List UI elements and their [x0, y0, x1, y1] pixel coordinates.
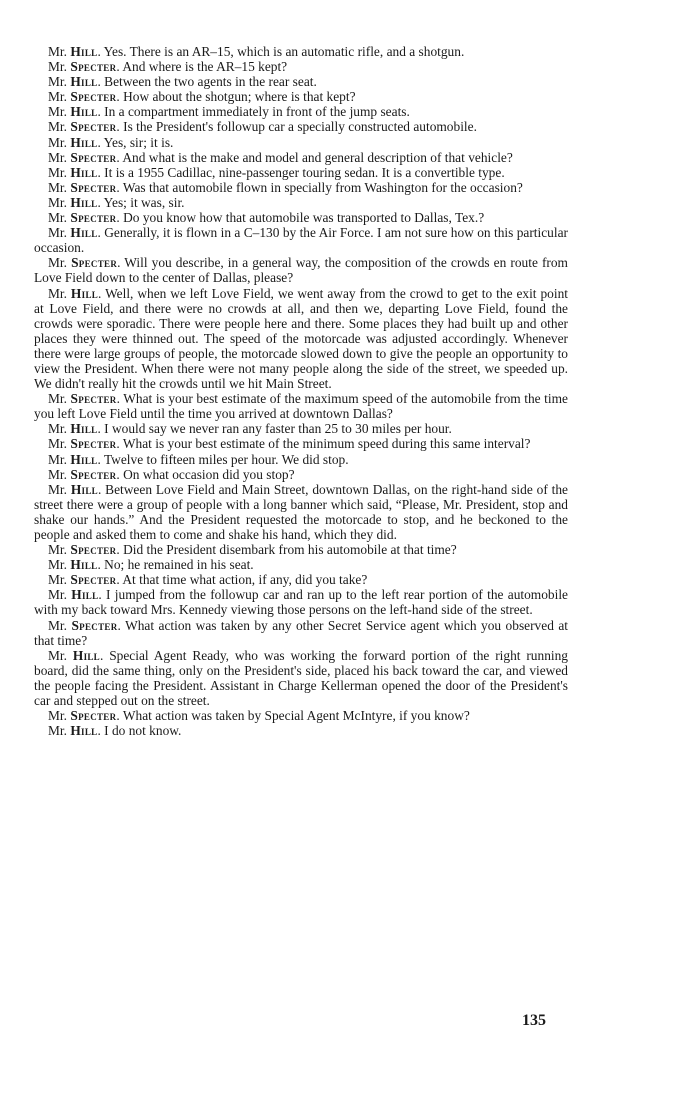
- speaker-name: Specter: [70, 466, 117, 482]
- testimony-paragraph: Mr. Specter. What is your best estimate of the maximum speed of the automobile from the time you left Love Field until the time you arrived at downtown Dallas?: [34, 391, 568, 422]
- testimony-paragraph: Mr. Specter. What action was taken by any other Secret Service agent which you observed at that time?: [34, 617, 568, 648]
- speaker-honorific: Mr.: [48, 74, 67, 90]
- speaker-name: Hill: [70, 723, 98, 739]
- speech-text: What action was taken by any other Secret Service agent which you observed at that time?: [34, 617, 568, 648]
- speaker-name: Hill: [70, 194, 98, 210]
- speaker-name: Hill: [70, 225, 98, 241]
- speaker-honorific: Mr.: [48, 179, 67, 195]
- speaker-name: Specter: [70, 572, 117, 588]
- speech-text: How about the shotgun; where is that kept?: [123, 89, 356, 105]
- testimony-paragraph: Mr. Specter. Is the President's followup car a specially constructed automobile.: [48, 119, 477, 135]
- speech-text: Yes; it was, sir.: [103, 194, 185, 210]
- speaker-honorific: Mr.: [48, 194, 67, 210]
- speech-text: Generally, it is flown in a C–130 by the Air Force. I am not sure how on this particular occasion.: [34, 225, 568, 256]
- testimony-paragraph: Mr. Hill. It is a 1955 Cadillac, nine-passenger touring sedan. It is a convertible type.: [48, 164, 505, 180]
- speaker-name: Specter: [71, 617, 118, 633]
- speaker-honorific: Mr.: [48, 119, 67, 135]
- speech-text: Will you describe, in a general way, the composition of the crowds en route from Love Field down to the center of Dallas, please?: [34, 255, 568, 286]
- speaker-honorific: Mr.: [48, 617, 67, 633]
- speech-text: On what occasion did you stop?: [123, 466, 295, 482]
- speaker-honorific: Mr.: [48, 542, 67, 558]
- speaker-honorific: Mr.: [48, 708, 67, 724]
- speech-text: Yes. There is an AR–15, which is an automatic rifle, and a shotgun.: [103, 44, 465, 59]
- speech-text: Was that automobile flown in specially from Washington for the occasion?: [122, 179, 523, 195]
- speaker-name: Specter: [70, 179, 117, 195]
- speaker-name: Hill: [70, 74, 98, 90]
- speech-text: And what is the make and model and general description of that vehicle?: [122, 149, 513, 165]
- testimony-paragraph: Mr. Hill. I jumped from the followup car and ran up to the left rear portion of the automobile with my back toward Mrs. Kennedy viewing those persons on the left-hand side of the street.: [34, 587, 568, 618]
- testimony-paragraph: Mr. Specter. Will you describe, in a general way, the composition of the crowds en route from Love Field down to the center of Dallas, please?: [34, 255, 568, 286]
- speaker-name: Hill: [70, 44, 98, 59]
- testimony-paragraph: Mr. Hill. Yes; it was, sir.: [48, 194, 185, 210]
- speaker-honorific: Mr.: [48, 164, 67, 180]
- speech-text: Yes, sir; it is.: [103, 134, 174, 150]
- speaker-name: Hill: [70, 557, 98, 573]
- speaker-honorific: Mr.: [48, 436, 67, 452]
- speaker-honorific: Mr.: [48, 134, 67, 150]
- speaker-name: Hill: [70, 285, 99, 301]
- speaker-honorific: Mr.: [48, 104, 67, 120]
- speech-text: Well, when we left Love Field, we went away from the crowd to get to the exit point at Love Field, and there were no crowds at all, and then we, departing Love Field, found the crowds were sporadic. There were people here and there. Some places they had built up and other places they were thinned out. The speed of the motorcade was adjusted accordingly. Whenever there were large groups of people, the motorcade slowed down to give the people an opportunity to view the President. When there were not many people along the side of the street, we speeded up. We didn't really hit the crowds until we hit Main Street.: [34, 285, 568, 392]
- speaker-name: Specter: [70, 210, 117, 226]
- speaker-honorific: Mr.: [48, 391, 67, 407]
- testimony-paragraph: Mr. Hill. Twelve to fifteen miles per hour. We did stop.: [48, 451, 349, 467]
- speaker-name: Specter: [70, 708, 117, 724]
- speaker-name: Hill: [70, 164, 98, 180]
- speaker-honorific: Mr.: [48, 59, 67, 75]
- speaker-name: Specter: [70, 59, 117, 75]
- speech-text: Between the two agents in the rear seat.: [104, 74, 317, 90]
- testimony-text: [34, 44, 568, 738]
- speaker-honorific: Mr.: [48, 285, 67, 301]
- testimony-paragraph: Mr. Specter. Was that automobile flown in specially from Washington for the occasion?: [48, 179, 523, 195]
- testimony-paragraph: Mr. Hill. Generally, it is flown in a C–130 by the Air Force. I am not sure how on this particular occasion.: [34, 225, 568, 256]
- speaker-name: Specter: [70, 119, 117, 135]
- speech-text: Twelve to fifteen miles per hour. We did stop.: [103, 451, 349, 467]
- speaker-name: Specter: [70, 89, 117, 105]
- testimony-paragraph: Mr. Specter. Did the President disembark from his automobile at that time?: [48, 542, 457, 558]
- testimony-paragraph: Mr. Specter. And what is the make and model and general description of that vehicle?: [48, 149, 513, 165]
- testimony-paragraph: Mr. Hill. In a compartment immediately in front of the jump seats.: [48, 104, 410, 120]
- speaker-name: Hill: [70, 451, 98, 467]
- testimony-paragraph: Mr. Hill. Between the two agents in the rear seat.: [48, 74, 317, 90]
- speaker-name: Hill: [70, 104, 98, 120]
- testimony-paragraph: Mr. Hill. No; he remained in his seat.: [48, 557, 254, 573]
- speaker-name: Specter: [70, 149, 117, 165]
- testimony-paragraph: Mr. Specter. What action was taken by Special Agent McIntyre, if you know?: [48, 708, 470, 724]
- speaker-honorific: Mr.: [48, 149, 67, 165]
- testimony-paragraph: Mr. Specter. On what occasion did you stop?: [48, 466, 295, 482]
- speech-text: It is a 1955 Cadillac, nine-passenger touring sedan. It is a convertible type.: [104, 164, 505, 180]
- speech-text: Special Agent Ready, who was working the forward portion of the right running board, did the same thing, only on the President's side, placed his back toward the car, and viewed the people facing the President. Assistant in Charge Kellerman opened the door of the President's car and stepped out on the street.: [34, 647, 569, 709]
- testimony-paragraph: Mr. Hill. I would say we never ran any faster than 25 to 30 miles per hour.: [48, 421, 452, 437]
- speaker-honorific: Mr.: [48, 572, 67, 588]
- speaker-honorific: Mr.: [48, 557, 67, 573]
- speech-text: No; he remained in his seat.: [104, 557, 254, 573]
- speaker-honorific: Mr.: [48, 44, 67, 59]
- speech-text: I jumped from the followup car and ran up to the left rear portion of the automobile with my back toward Mrs. Kennedy viewing those persons on the left-hand side of the street.: [34, 587, 568, 618]
- testimony-paragraph: Mr. Specter. What is your best estimate of the minimum speed during this same interval?: [48, 436, 531, 452]
- speaker-honorific: Mr.: [48, 723, 67, 739]
- testimony-paragraph: Mr. Specter. How about the shotgun; where is that kept?: [48, 89, 356, 105]
- testimony-paragraph: Mr. Hill. Yes, sir; it is.: [48, 134, 174, 150]
- testimony-paragraph: Mr. Hill. Well, when we left Love Field, we went away from the crowd to get to the exit point at Love Field, and there were no crowds at all, and then we, departing Love Field, found the crowds were sporadic. There were people here and there. Some places they had built up and other places they were thinned out. The speed of the motorcade was adjusted accordingly. Whenever there were large groups of people, the motorcade slowed down to give the people an opportunity to view the President. When there were not many people along the side of the street, we speeded up. We didn't really hit the crowds until we hit Main Street.: [34, 285, 568, 392]
- testimony-paragraph: Mr. Hill. Yes. There is an AR–15, which is an automatic rifle, and a shotgun.: [48, 44, 465, 59]
- speaker-honorific: Mr.: [48, 481, 67, 497]
- speech-text: I do not know.: [104, 723, 182, 739]
- speech-text: What is your best estimate of the minimum speed during this same interval?: [122, 436, 531, 452]
- speaker-name: Hill: [71, 587, 99, 603]
- speech-text: Do you know how that automobile was transported to Dallas, Tex.?: [123, 210, 485, 226]
- speaker-honorific: Mr.: [48, 466, 67, 482]
- speaker-name: Specter: [71, 255, 118, 271]
- speaker-name: Specter: [70, 542, 117, 558]
- speech-text: What action was taken by Special Agent McIntyre, if you know?: [122, 708, 470, 724]
- speech-text: And where is the AR–15 kept?: [122, 59, 288, 75]
- testimony-paragraph: Mr. Hill. Special Agent Ready, who was working the forward portion of the right running board, did the same thing, only on the President's side, placed his back toward the car, and viewed the people facing the President. Assistant in Charge Kellerman opened the door of the President's car and stepped out on the street.: [34, 647, 569, 709]
- speaker-honorific: Mr.: [48, 451, 67, 467]
- speech-text: In a compartment immediately in front of the jump seats.: [104, 104, 410, 120]
- speaker-honorific: Mr.: [48, 89, 67, 105]
- speaker-honorific: Mr.: [48, 421, 67, 437]
- testimony-paragraph: Mr. Specter. At that time what action, if any, did you take?: [48, 572, 368, 588]
- speaker-name: Hill: [70, 421, 98, 437]
- speaker-name: Hill: [72, 647, 100, 663]
- testimony-paragraph: Mr. Hill. Between Love Field and Main Street, downtown Dallas, on the right-hand side of the street there were a group of people with a long banner which said, “Please, Mr. President, stop and shake our hands.” And the President requested the motorcade to stop, and he beckoned to the people and asked them to come and shake his hand, which they did.: [34, 481, 568, 542]
- page-number: 135: [522, 1012, 546, 1029]
- speaker-honorific: Mr.: [48, 647, 67, 663]
- speaker-honorific: Mr.: [48, 210, 67, 226]
- speech-text: Between Love Field and Main Street, downtown Dallas, on the right-hand side of the street there were a group of people with a long banner which said, “Please, Mr. President, stop and shake our hands.” And the President requested the motorcade to stop, and he beckoned to the people and asked them to come and shake his hand, which they did.: [34, 481, 568, 542]
- speech-text: Did the President disembark from his automobile at that time?: [123, 542, 457, 558]
- speech-text: I would say we never ran any faster than 25 to 30 miles per hour.: [104, 421, 452, 437]
- testimony-paragraph: Mr. Specter. Do you know how that automobile was transported to Dallas, Tex.?: [48, 210, 485, 226]
- testimony-paragraph: Mr. Hill. I do not know.: [48, 723, 182, 739]
- speaker-honorific: Mr.: [48, 225, 67, 241]
- speaker-name: Hill: [70, 134, 98, 150]
- speaker-name: Specter: [70, 391, 117, 407]
- speaker-name: Specter: [70, 436, 117, 452]
- speech-text: What is your best estimate of the maximum speed of the automobile from the time you left Love Field until the time you arrived at downtown Dallas?: [34, 391, 568, 422]
- speaker-honorific: Mr.: [48, 255, 67, 271]
- speaker-name: Hill: [70, 481, 98, 497]
- speech-text: At that time what action, if any, did you take?: [122, 572, 368, 588]
- testimony-paragraph: Mr. Specter. And where is the AR–15 kept?: [48, 59, 288, 75]
- speaker-honorific: Mr.: [48, 587, 67, 603]
- speech-text: Is the President's followup car a specially constructed automobile.: [123, 119, 477, 135]
